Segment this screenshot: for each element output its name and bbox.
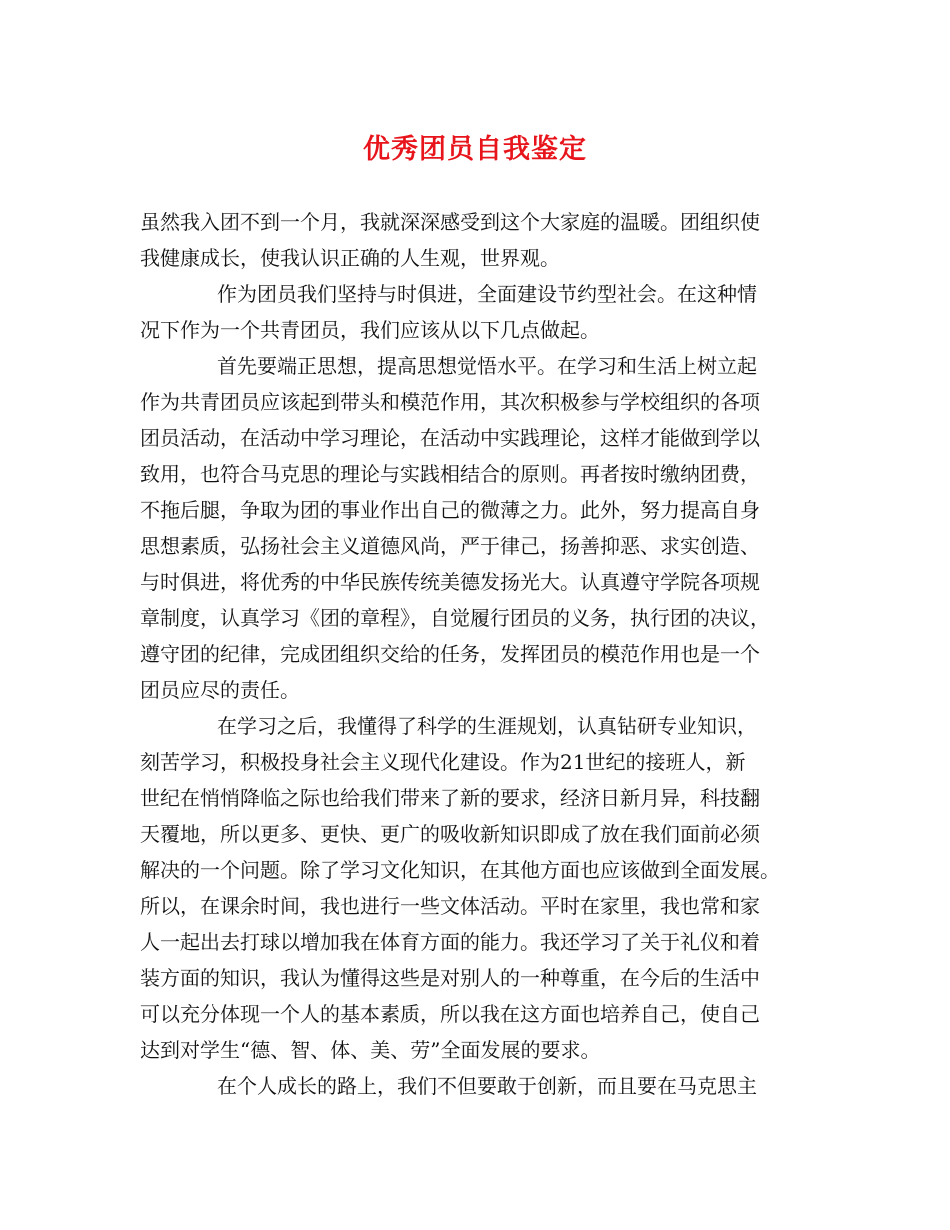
text-line: 况下作为一个共青团员，我们应该从以下几点做起。	[140, 318, 600, 342]
text-line: 人一起出去打球以增加我在体育方面的能力。我还学习了关于礼仪和着	[140, 930, 760, 954]
text-line: 可以充分体现一个人的基本素质，所以我在这方面也培养自己，使自己	[140, 1002, 760, 1026]
text-line: 世纪在悄悄降临之际也给我们带来了新的要求，经济日新月异，科技翻	[140, 786, 760, 810]
text-line: 不拖后腿，争取为团的事业作出自己的微薄之力。此外，努力提高自身	[140, 498, 760, 522]
paragraph-start-line: 首先要端正思想，提高思想觉悟水平。在学习和生活上树立起	[217, 354, 757, 378]
text-line: 思想素质，弘扬社会主义道德风尚，严于律己，扬善抑恶、求实创造、	[140, 534, 760, 558]
text-line: 团员应尽的责任。	[140, 678, 300, 702]
paragraph-start-line: 作为团员我们坚持与时俱进，全面建设节约型社会。在这种情	[217, 282, 757, 306]
text-line: 装方面的知识，我认为懂得这些是对别人的一种尊重，在今后的生活中	[140, 966, 760, 990]
text-line: 天覆地，所以更多、更快、更广的吸收新知识即成了放在我们面前必须	[140, 822, 760, 846]
document-body	[140, 204, 830, 1104]
text-line: 达到对学生“德、智、体、美、劳”全面发展的要求。	[140, 1038, 601, 1062]
text-line: 刻苦学习，积极投身社会主义现代化建设。作为21世纪的接班人，新	[140, 750, 746, 774]
text-line: 遵守团的纪律，完成团组织交给的任务，发挥团员的模范作用也是一个	[140, 642, 760, 666]
text-line: 作为共青团员应该起到带头和模范作用，其次积极参与学校组织的各项	[140, 390, 760, 414]
text-line: 虽然我入团不到一个月，我就深深感受到这个大家庭的温暖。团组织使	[140, 210, 760, 234]
text-line: 解决的一个问题。除了学习文化知识，在其他方面也应该做到全面发展。	[140, 858, 780, 882]
paragraph-start-line: 在个人成长的路上，我们不但要敢于创新，而且要在马克思主	[217, 1074, 757, 1098]
text-line: 与时俱进，将优秀的中华民族传统美德发扬光大。认真遵守学院各项规	[140, 570, 760, 594]
text-line: 我健康成长，使我认识正确的人生观，世界观。	[140, 246, 560, 270]
text-line: 团员活动，在活动中学习理论，在活动中实践理论，这样才能做到学以	[140, 426, 760, 450]
text-line: 所以，在课余时间，我也进行一些文体活动。平时在家里，我也常和家	[140, 894, 760, 918]
text-line: 致用，也符合马克思的理论与实践相结合的原则。再者按时缴纳团费，	[140, 462, 760, 486]
paragraph-start-line: 在学习之后，我懂得了科学的生涯规划，认真钻研专业知识，	[217, 714, 757, 738]
text-line: 章制度，认真学习《团的章程》，自觉履行团员的义务，执行团的决议，	[140, 606, 770, 630]
document-title: 优秀团员自我鉴定	[363, 134, 587, 165]
